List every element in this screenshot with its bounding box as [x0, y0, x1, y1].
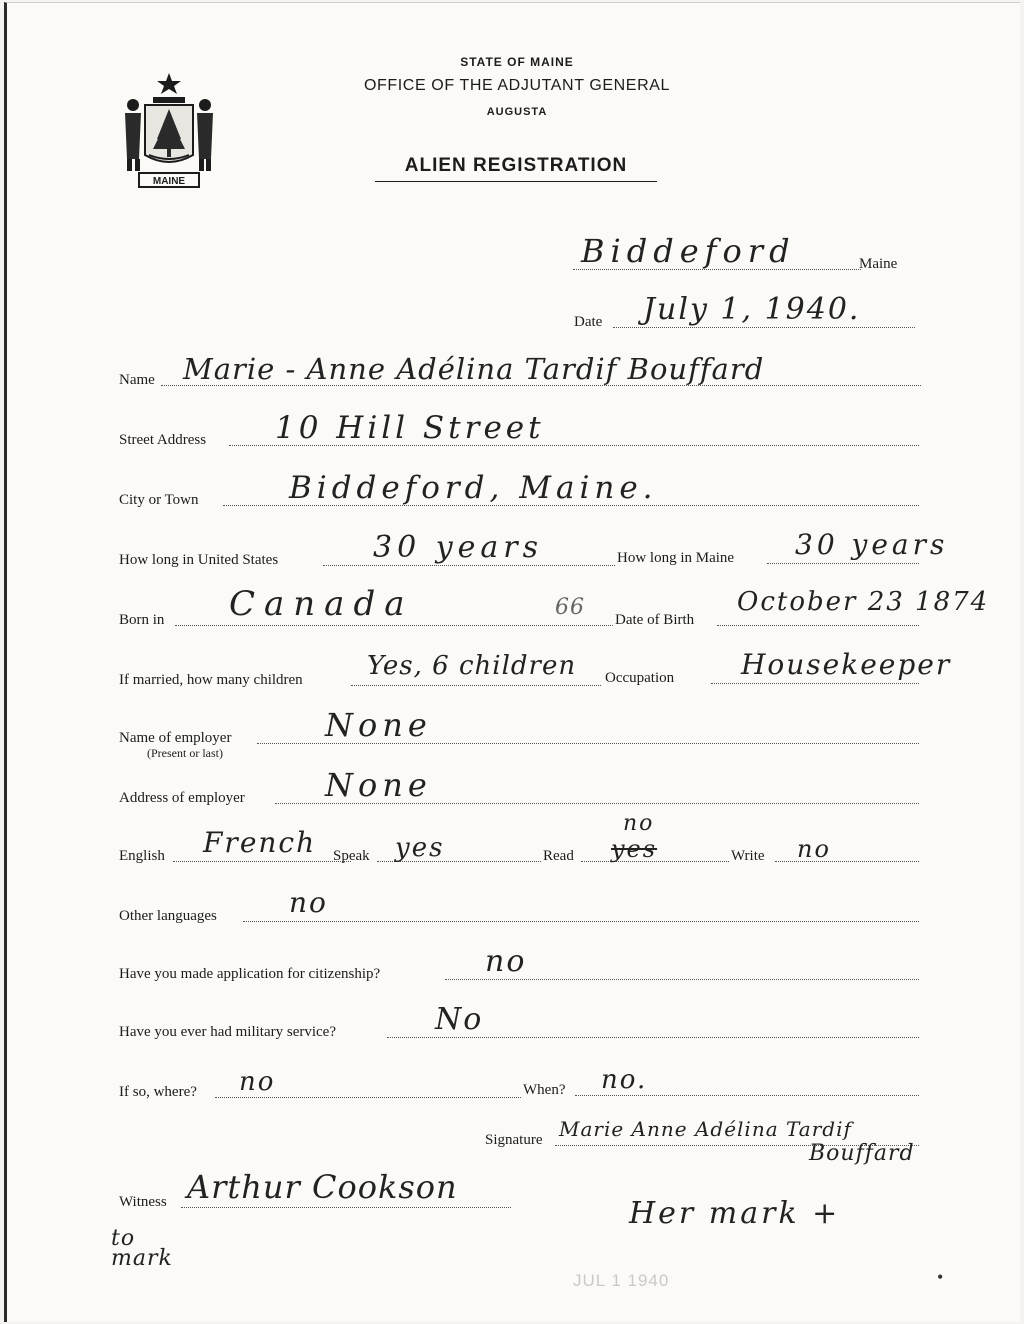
how-long-us-label: How long in United States — [119, 552, 279, 568]
citizenship-line — [445, 979, 919, 980]
born-in-note: 66 — [555, 595, 585, 620]
english-value: French — [203, 826, 317, 859]
received-stamp: JUL 1 1940 — [573, 1271, 670, 1290]
location-value: Biddeford — [581, 232, 796, 270]
military-line — [387, 1037, 919, 1038]
city-value: Biddeford, Maine. — [289, 470, 658, 506]
read-label: Read — [543, 848, 574, 864]
citizenship-label: Have you made application for citizenship? — [119, 966, 381, 982]
name-label: Name — [119, 372, 155, 388]
how-long-us-value: 30 years — [373, 530, 544, 565]
how-long-maine-value: 30 years — [795, 528, 949, 561]
other-languages-value: no — [289, 886, 328, 919]
when-line — [575, 1095, 919, 1096]
registration-form-page — [4, 2, 1020, 1322]
military-value: No — [435, 1002, 484, 1037]
english-label: English — [119, 848, 165, 864]
born-in-label: Born in — [119, 612, 165, 628]
signature-value-surname: Bouffard — [809, 1141, 915, 1166]
location-label: Maine — [859, 256, 898, 272]
employer-name-sublabel: (Present or last) — [147, 746, 223, 760]
page-mark-dot: • — [937, 1267, 944, 1287]
occupation-line — [711, 683, 919, 684]
when-label: When? — [523, 1082, 566, 1098]
date-of-birth-line — [717, 625, 919, 626]
witness-note: to mark — [111, 1226, 173, 1271]
other-languages-label: Other languages — [119, 908, 217, 924]
header-state: STATE OF MAINE — [460, 55, 574, 69]
street-label: Street Address — [119, 432, 207, 448]
citizenship-value: no — [485, 944, 527, 979]
born-in-line — [175, 625, 613, 626]
how-long-us-line — [323, 565, 615, 566]
read-struck-value: yes — [611, 835, 658, 863]
date-label: Date — [574, 314, 603, 330]
form-title: ALIEN REGISTRATION — [375, 155, 657, 182]
header-city: AUGUSTA — [486, 106, 548, 118]
how-long-maine-label: How long in Maine — [617, 550, 735, 566]
date-of-birth-value: October 23 1874 — [737, 587, 990, 617]
street-value: 10 Hill Street — [275, 410, 545, 446]
occupation-label: Occupation — [605, 670, 675, 686]
city-label: City or Town — [119, 492, 199, 508]
speak-label: Speak — [333, 848, 370, 864]
witness-line — [181, 1207, 511, 1208]
where-line — [215, 1097, 521, 1098]
occupation-value: Housekeeper — [741, 648, 952, 681]
read-value: no — [623, 811, 655, 836]
write-label: Write — [731, 848, 765, 864]
header-office: OFFICE OF THE ADJUTANT GENERAL — [363, 77, 671, 94]
children-value: Yes, 6 children — [367, 651, 577, 681]
when-value: no. — [601, 1065, 648, 1095]
signature-label: Signature — [485, 1132, 543, 1148]
seal-banner-text: MAINE — [152, 176, 186, 187]
witness-label: Witness — [119, 1194, 167, 1210]
write-value: no — [797, 835, 831, 863]
children-line — [351, 685, 601, 686]
where-label: If so, where? — [119, 1084, 197, 1100]
name-value: Marie - Anne Adélina Tardif Bouffard — [183, 352, 765, 386]
how-long-maine-line — [767, 563, 919, 564]
date-line — [613, 327, 915, 328]
employer-name-label: Name of employer — [119, 730, 232, 746]
english-line — [173, 861, 351, 862]
born-in-value: Canada — [229, 584, 414, 624]
employer-address-value: None — [325, 766, 432, 804]
witness-value: Arthur Cookson — [187, 1168, 458, 1206]
other-languages-line — [243, 921, 919, 922]
employer-name-value: None — [325, 706, 432, 744]
signature-value: Marie Anne Adélina Tardif — [559, 1117, 852, 1141]
date-value: July 1, 1940. — [643, 292, 861, 327]
signature-mark: Her mark + — [629, 1196, 841, 1231]
where-value: no — [239, 1067, 276, 1097]
speak-value: yes — [395, 833, 445, 863]
date-of-birth-label: Date of Birth — [615, 612, 695, 628]
maine-state-seal-icon — [115, 69, 223, 193]
children-label: If married, how many children — [119, 672, 303, 688]
employer-address-label: Address of employer — [119, 790, 245, 806]
military-label: Have you ever had military service? — [119, 1024, 336, 1040]
